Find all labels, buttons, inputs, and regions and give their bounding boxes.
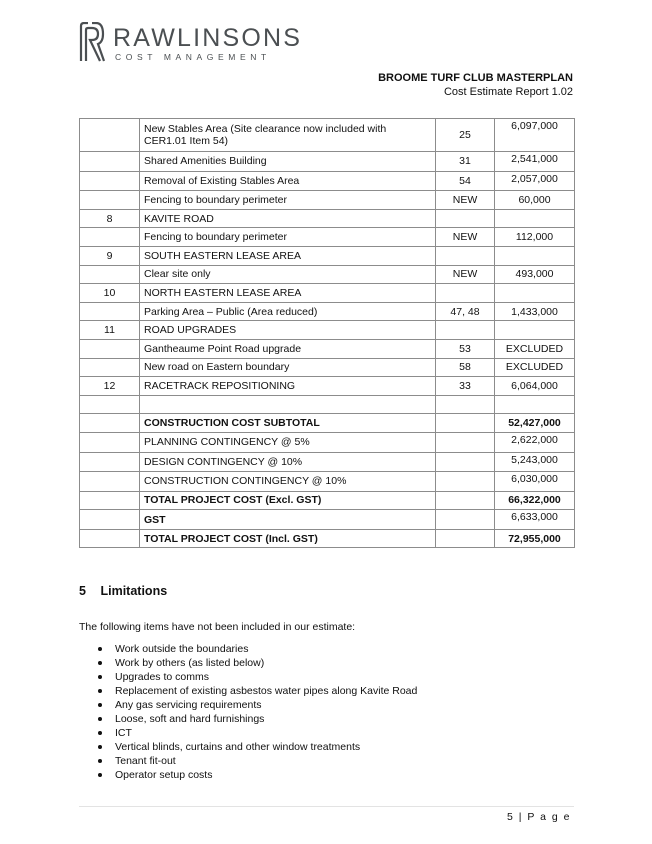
reference-cell	[436, 510, 495, 530]
report-header	[378, 72, 573, 99]
amount-cell	[495, 321, 575, 340]
reference-cell	[436, 284, 495, 303]
item-number-cell: 8	[80, 209, 140, 228]
section-number: 5	[79, 584, 86, 598]
table-row	[80, 246, 575, 265]
project-title: BROOME TURF CLUB MASTERPLAN	[378, 72, 573, 84]
description-cell: CONSTRUCTION COST SUBTOTAL	[140, 414, 436, 433]
item-number-cell	[80, 358, 140, 377]
amount-cell: 6,633,000	[495, 510, 575, 530]
item-number-cell	[80, 510, 140, 530]
description-cell: RACETRACK REPOSITIONING	[140, 377, 436, 396]
list-item	[79, 754, 417, 768]
list-item-text: Replacement of existing asbestos water pipes along Kavite Road	[115, 685, 418, 697]
amount-cell: 112,000	[495, 228, 575, 247]
amount-cell: 6,030,000	[495, 472, 575, 492]
item-number-cell	[80, 472, 140, 492]
table-row	[80, 339, 575, 358]
bullet-icon	[98, 661, 102, 665]
reference-cell	[436, 246, 495, 265]
amount-cell	[495, 209, 575, 228]
reference-cell	[436, 395, 495, 414]
item-number-cell	[80, 171, 140, 191]
item-number-cell	[80, 228, 140, 247]
list-item-text: Operator setup costs	[115, 769, 213, 781]
list-item	[79, 726, 417, 740]
amount-cell: 1,433,000	[495, 302, 575, 321]
list-item	[79, 740, 417, 754]
item-number-cell: 12	[80, 377, 140, 396]
table-row	[80, 284, 575, 303]
amount-cell: EXCLUDED	[495, 358, 575, 377]
item-number-cell	[80, 119, 140, 152]
reference-cell	[436, 414, 495, 433]
cost-estimate-table	[79, 118, 575, 548]
list-item-text: Loose, soft and hard furnishings	[115, 713, 265, 725]
description-cell: New Stables Area (Site clearance now included with CER1.01 Item 54)	[140, 119, 436, 152]
amount-cell: 60,000	[495, 191, 575, 210]
description-cell: GST	[140, 510, 436, 530]
amount-cell	[495, 246, 575, 265]
table-row	[80, 377, 575, 396]
bullet-icon	[98, 647, 102, 651]
amount-cell	[495, 284, 575, 303]
page-number: 5 | P a g e	[507, 811, 571, 823]
list-item-text: Upgrades to comms	[115, 671, 209, 683]
description-cell: TOTAL PROJECT COST (Excl. GST)	[140, 491, 436, 510]
item-number-cell	[80, 191, 140, 210]
amount-cell	[495, 395, 575, 414]
cost-table-body	[80, 119, 575, 548]
amount-cell: 493,000	[495, 265, 575, 284]
amount-cell: 2,622,000	[495, 432, 575, 452]
description-cell: Clear site only	[140, 265, 436, 284]
bullet-icon	[98, 745, 102, 749]
description-cell: ROAD UPGRADES	[140, 321, 436, 340]
amount-cell: 52,427,000	[495, 414, 575, 433]
item-number-cell: 11	[80, 321, 140, 340]
brand-name: RAWLINSONS	[113, 24, 303, 52]
list-item	[79, 670, 417, 684]
reference-cell: 31	[436, 152, 495, 172]
list-item-text: Any gas servicing requirements	[115, 699, 262, 711]
list-item	[79, 698, 417, 712]
description-cell	[140, 395, 436, 414]
section-heading	[79, 584, 167, 598]
description-cell: Parking Area – Public (Area reduced)	[140, 302, 436, 321]
description-cell: SOUTH EASTERN LEASE AREA	[140, 246, 436, 265]
reference-cell: NEW	[436, 265, 495, 284]
reference-cell	[436, 452, 495, 472]
section-title: Limitations	[100, 584, 168, 598]
table-row	[80, 510, 575, 530]
table-row	[80, 171, 575, 191]
reference-cell	[436, 491, 495, 510]
bullet-icon	[98, 773, 102, 777]
table-row	[80, 432, 575, 452]
report-subtitle: Cost Estimate Report 1.02	[443, 86, 573, 98]
table-row	[80, 414, 575, 433]
item-number-cell: 9	[80, 246, 140, 265]
description-cell: KAVITE ROAD	[140, 209, 436, 228]
description-cell: Removal of Existing Stables Area	[140, 171, 436, 191]
reference-cell	[436, 209, 495, 228]
description-cell: Fencing to boundary perimeter	[140, 228, 436, 247]
table-row	[80, 321, 575, 340]
footer-divider	[79, 806, 574, 807]
item-number-cell	[80, 414, 140, 433]
amount-cell: 5,243,000	[495, 452, 575, 472]
description-cell: Gantheaume Point Road upgrade	[140, 339, 436, 358]
rawlinsons-logo-icon	[79, 22, 105, 62]
bullet-icon	[98, 731, 102, 735]
bullet-icon	[98, 703, 102, 707]
list-item	[79, 712, 417, 726]
list-item	[79, 768, 417, 782]
table-row	[80, 191, 575, 210]
section-intro: The following items have not been included in our estimate:	[79, 621, 356, 633]
table-row	[80, 119, 575, 152]
description-cell: Shared Amenities Building	[140, 152, 436, 172]
reference-cell: NEW	[436, 191, 495, 210]
amount-cell: EXCLUDED	[495, 339, 575, 358]
bullet-icon	[98, 675, 102, 679]
list-item-text: Work outside the boundaries	[115, 643, 249, 655]
list-item	[79, 656, 417, 670]
description-cell: TOTAL PROJECT COST (Incl. GST)	[140, 529, 436, 548]
amount-cell: 6,097,000	[495, 119, 575, 152]
table-row	[80, 395, 575, 414]
table-row	[80, 472, 575, 492]
list-item	[79, 642, 417, 656]
amount-cell: 66,322,000	[495, 491, 575, 510]
reference-cell: 58	[436, 358, 495, 377]
list-item-text: Work by others (as listed below)	[115, 657, 265, 669]
item-number-cell	[80, 452, 140, 472]
table-row	[80, 358, 575, 377]
reference-cell	[436, 321, 495, 340]
reference-cell: NEW	[436, 228, 495, 247]
item-number-cell	[80, 302, 140, 321]
list-item-text: Tenant fit-out	[115, 755, 176, 767]
description-cell: NORTH EASTERN LEASE AREA	[140, 284, 436, 303]
reference-cell	[436, 472, 495, 492]
limitations-list	[79, 642, 417, 782]
description-cell: CONSTRUCTION CONTINGENCY @ 10%	[140, 472, 436, 492]
reference-cell: 53	[436, 339, 495, 358]
list-item-text: ICT	[115, 727, 132, 739]
reference-cell	[436, 432, 495, 452]
item-number-cell	[80, 529, 140, 548]
bullet-icon	[98, 759, 102, 763]
list-item-text: Vertical blinds, curtains and other window treatments	[115, 741, 361, 753]
reference-cell: 47, 48	[436, 302, 495, 321]
amount-cell: 6,064,000	[495, 377, 575, 396]
item-number-cell	[80, 152, 140, 172]
bullet-icon	[98, 717, 102, 721]
brand-tagline: COST MANAGEMENT	[115, 52, 271, 62]
list-item	[79, 684, 417, 698]
reference-cell: 33	[436, 377, 495, 396]
table-row	[80, 209, 575, 228]
amount-cell: 2,541,000	[495, 152, 575, 172]
reference-cell: 54	[436, 171, 495, 191]
description-cell: PLANNING CONTINGENCY @ 5%	[140, 432, 436, 452]
description-cell: DESIGN CONTINGENCY @ 10%	[140, 452, 436, 472]
amount-cell: 2,057,000	[495, 171, 575, 191]
item-number-cell: 10	[80, 284, 140, 303]
table-row	[80, 529, 575, 548]
table-row	[80, 152, 575, 172]
amount-cell: 72,955,000	[495, 529, 575, 548]
table-row	[80, 491, 575, 510]
item-number-cell	[80, 265, 140, 284]
description-cell: New road on Eastern boundary	[140, 358, 436, 377]
item-number-cell	[80, 491, 140, 510]
company-logo	[79, 22, 303, 66]
item-number-cell	[80, 432, 140, 452]
item-number-cell	[80, 339, 140, 358]
reference-cell: 25	[436, 119, 495, 152]
table-row	[80, 302, 575, 321]
table-row	[80, 452, 575, 472]
reference-cell	[436, 529, 495, 548]
bullet-icon	[98, 689, 102, 693]
table-row	[80, 265, 575, 284]
item-number-cell	[80, 395, 140, 414]
table-row	[80, 228, 575, 247]
description-cell: Fencing to boundary perimeter	[140, 191, 436, 210]
